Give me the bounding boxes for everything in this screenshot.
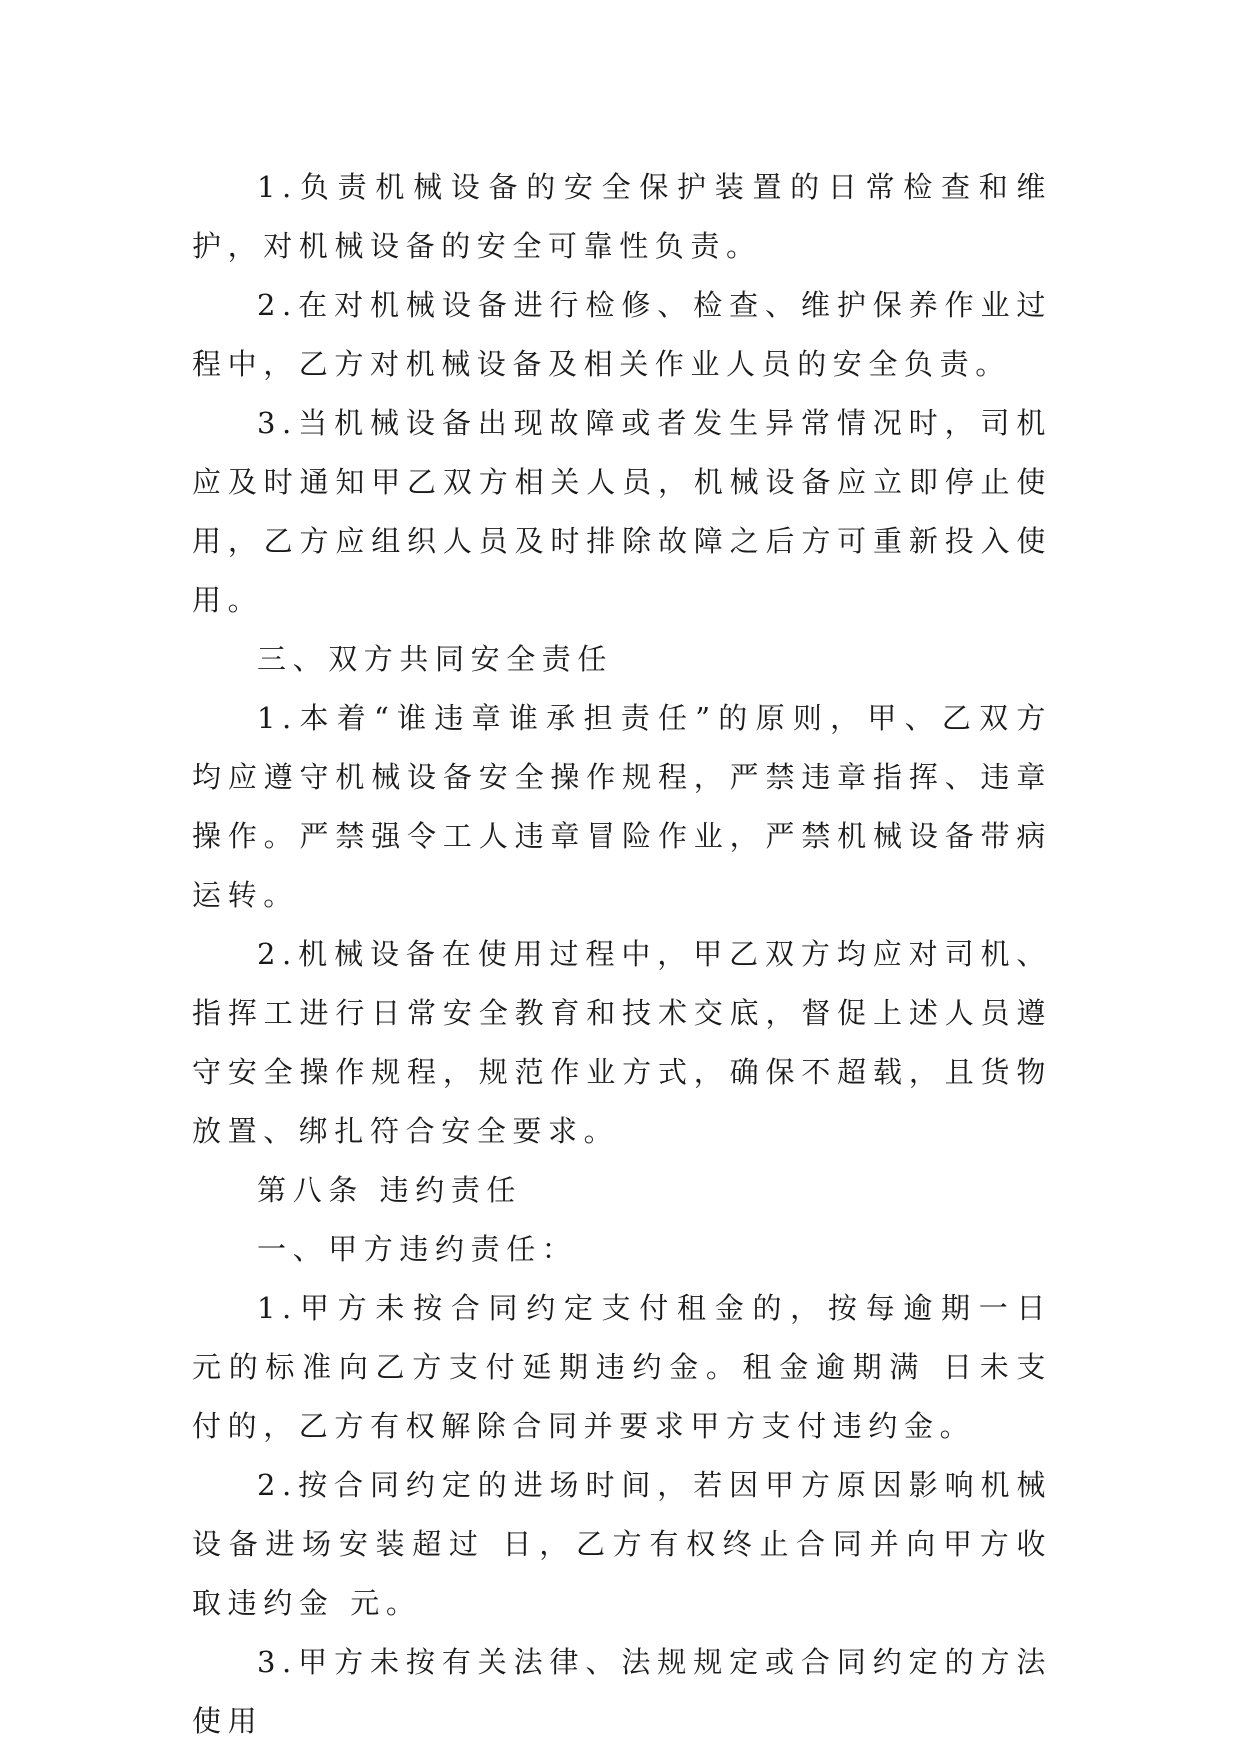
paragraph-liability-1: 1.负责机械设备的安全保护装置的日常检查和维护，对机械设备的安全可靠性负责。 [192, 170, 1052, 263]
paragraph-breach-2: 2.按合同约定的进场时间，若因甲方原因影响机械设备进场安装超过 日，乙方有权终止合同并向甲方收取违约金 元。 [192, 1468, 1052, 1620]
paragraph-joint-1: 1.本着“谁违章谁承担责任”的原则，甲、乙双方均应遵守机械设备安全操作规程，严禁违章指挥、违章操作。严禁强令工人违章冒险作业，严禁机械设备带病运转。 [192, 701, 1052, 912]
paragraph-joint-2: 2.机械设备在使用过程中，甲乙双方均应对司机、指挥工进行日常安全教育和技术交底，督促上述人员遵守安全操作规程，规范作业方式，确保不超载，且货物放置、绑扎符合安全要求。 [192, 937, 1052, 1148]
article-heading-breach: 第八条 违约责任 [257, 1173, 523, 1207]
paragraph-breach-1: 1.甲方未按合同约定支付租金的，按每逾期一日 元的标准向乙方支付延期违约金。租金逾期满 日未支付的，乙方有权解除合同并要求甲方支付违约金。 [192, 1291, 1068, 1443]
paragraph-liability-2: 2.在对机械设备进行检修、检查、维护保养作业过程中，乙方对机械设备及相关作业人员的安全负责。 [192, 288, 1052, 381]
paragraph-liability-3: 3.当机械设备出现故障或者发生异常情况时，司机应及时通知甲乙双方相关人员，机械设备应立即停止使用，乙方应组织人员及时排除故障之后方可重新投入使用。 [192, 406, 1052, 617]
document-body [192, 158, 1068, 1751]
section-heading-joint-responsibility: 三、双方共同安全责任 [257, 642, 614, 676]
paragraph-breach-3: 3.甲方未按有关法律、法规规定或合同约定的方法使用 [192, 1645, 1052, 1738]
section-heading-party-a-breach: 一、甲方违约责任： [257, 1232, 578, 1266]
